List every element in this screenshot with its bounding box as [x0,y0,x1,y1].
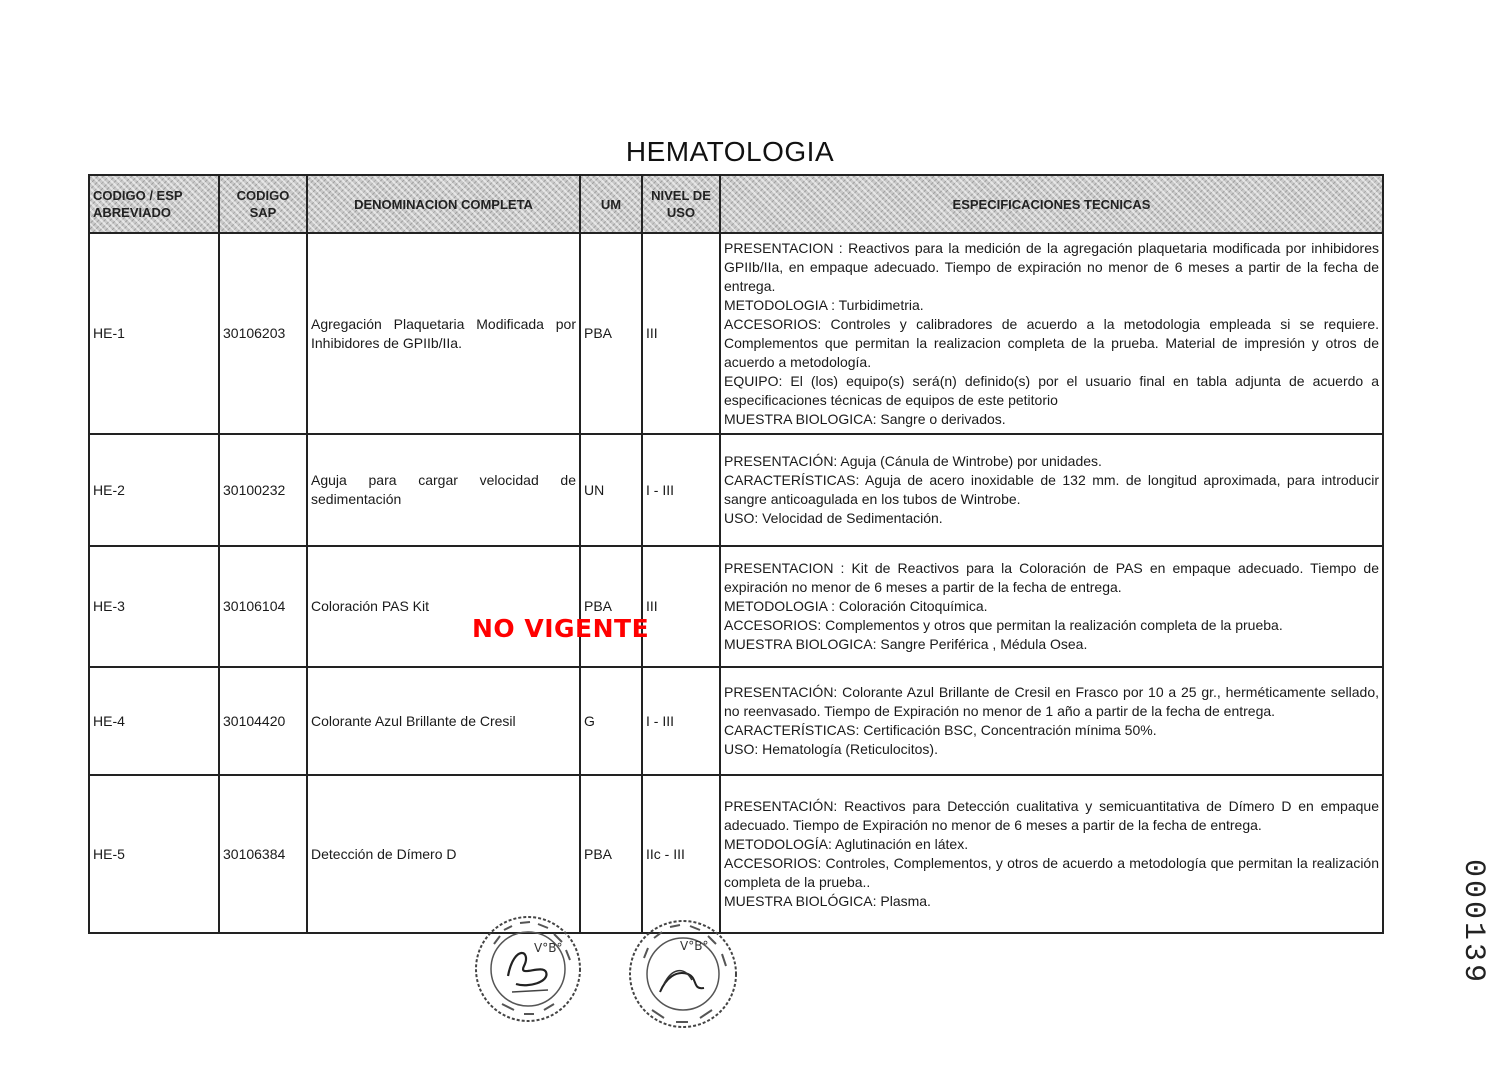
spec-line: ACCESORIOS: Controles y calibradores de acuerdo a la metodologia empleada si se requiere. Complementos que permitan la realizacion completa de la prueba. Material de impresión y otros de acuerdo a metodología. [724,315,1379,370]
cell-codigo: HE-2 [89,434,219,546]
spec-line: METODOLOGIA : Turbidimetria. [724,296,924,313]
cell-um: PBA [580,775,642,933]
stamp-right-label: V°B° [680,939,709,953]
cell-sap: 30106203 [219,233,307,434]
spec-line: CARACTERÍSTICAS: Certificación BSC, Concentración mínima 50%. [724,722,1157,738]
header-um: UM [580,175,642,233]
cell-nivel: III [642,546,720,667]
spec-line: MUESTRA BIOLÓGICA: Plasma. [724,893,931,909]
cell-especificaciones [720,434,1383,546]
cell-um: UN [580,434,642,546]
cell-codigo: HE-1 [89,233,219,434]
spec-line: PRESENTACION : Reactivos para la medición de la agregación plaquetaria modificada por inhibidores GPIIb/IIa, en empaque adecuado. Tiempo de expiración no menor de 6 meses a partir de la fecha de entrega. [724,239,1379,294]
cell-especificaciones [720,546,1383,667]
no-vigente-watermark: NO VIGENTE [472,614,650,643]
header-denominacion: DENOMINACION COMPLETA [307,175,580,233]
spec-line: CARACTERÍSTICAS: Aguja de acero inoxidable de 132 mm. de longitud aproximada, para introducir sangre anticoagulada en los tubos de Wintrobe. [724,472,1379,507]
cell-nivel: I - III [642,667,720,775]
cell-especificaciones [720,667,1383,775]
cell-um: PBA [580,546,642,667]
spec-line: PRESENTACION : Kit de Reactivos para la Coloración de PAS en empaque adecuado. Tiempo de expiración no menor de 6 meses a partir de la fecha de entrega. [724,560,1379,595]
cell-denominacion: Detección de Dímero D [307,775,580,933]
spec-line: USO: Hematología (Reticulocitos). [724,741,938,757]
cell-codigo: HE-3 [89,546,219,667]
cell-sap: 30100232 [219,434,307,546]
cell-sap: 30104420 [219,667,307,775]
stamp-left-icon [472,914,584,1024]
page-title: HEMATOLOGIA [625,136,835,167]
stamp-right-icon [626,918,740,1030]
cell-denominacion: Agregación Plaquetaria Modificada por Inhibidores de GPIIb/IIa. [307,233,580,434]
header-especificaciones: ESPECIFICACIONES TECNICAS [720,175,1383,233]
cell-especificaciones [720,775,1383,933]
cell-codigo: HE-5 [89,775,219,933]
spec-line: PRESENTACIÓN: Reactivos para Detección cualitativa y semicuantitativa de Dímero D en empaque adecuado. Tiempo de Expiración no menor de 6 meses a partir de la fecha de entrega. [724,798,1379,833]
spec-line: ACCESORIOS: Controles, Complementos, y otros de acuerdo a metodología que permitan la realización completa de la prueba.. [724,855,1379,890]
table-row [89,546,1383,667]
cell-sap: 30106384 [219,775,307,933]
cell-especificaciones [720,233,1383,434]
page-number: 000139 [1456,858,1491,986]
header-nivel: NIVEL DE USO [642,175,720,233]
stamp-left-label: V°B° [534,941,563,955]
table-row [89,667,1383,775]
spec-line: METODOLOGÍA: Aglutinación en látex. [724,836,969,852]
cell-nivel: I - III [642,434,720,546]
spec-line: ACCESORIOS: Complementos y otros que permitan la realización completa de la prueba. [724,617,1283,633]
spec-line: MUESTRA BIOLOGICA: Sangre o derivados. [724,410,1006,427]
specifications-table [88,174,1384,934]
cell-denominacion: Coloración PAS Kit [307,546,580,667]
spec-line: PRESENTACIÓN: Colorante Azul Brillante de Cresil en Frasco por 10 a 25 gr., herméticamente sellado, no reenvasado. Tiempo de Expiración no menor de 1 año a partir de la fecha de entrega. [724,684,1379,719]
spec-line: EQUIPO: El (los) equipo(s) será(n) definido(s) por el usuario final en tabla adjunta de acuerdo a especificaciones técnicas de equipos de este petitorio [724,372,1379,408]
cell-nivel: III [642,233,720,434]
cell-codigo: HE-4 [89,667,219,775]
cell-um: PBA [580,233,642,434]
header-codigo: CODIGO / ESP ABREVIADO [89,175,219,233]
table-row [89,434,1383,546]
spec-line: USO: Velocidad de Sedimentación. [724,510,943,526]
cell-um: G [580,667,642,775]
spec-line: PRESENTACIÓN: Aguja (Cánula de Wintrobe) por unidades. [724,453,1102,469]
spec-line: METODOLOGIA : Coloración Citoquímica. [724,598,988,614]
cell-denominacion: Aguja para cargar velocidad de sedimentación [307,434,580,546]
cell-denominacion: Colorante Azul Brillante de Cresil [307,667,580,775]
table-header-row [89,175,1383,233]
header-sap: CODIGO SAP [219,175,307,233]
table-row [89,233,1383,434]
table-row [89,775,1383,933]
cell-nivel: IIc - III [642,775,720,933]
cell-sap: 30106104 [219,546,307,667]
spec-line: MUESTRA BIOLOGICA: Sangre Periférica , Médula Osea. [724,636,1088,652]
